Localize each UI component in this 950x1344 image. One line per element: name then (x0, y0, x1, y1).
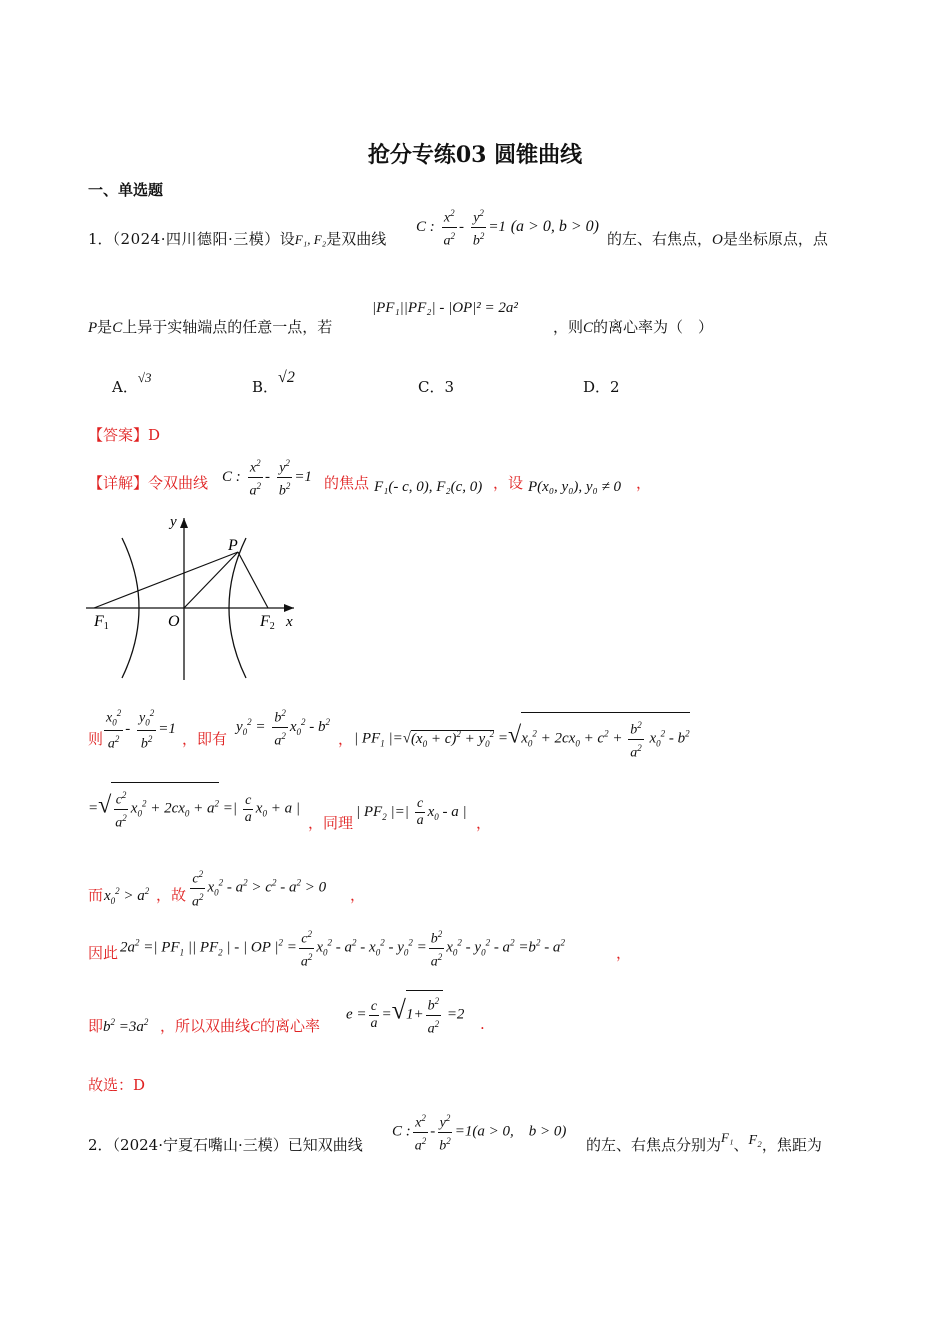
detail-text: . (480, 1015, 485, 1033)
origin-label: O (168, 613, 180, 630)
foci-coordinates: F₁(- c, 0), F₂(c, 0) (374, 479, 483, 495)
detail-line-2: 则 (88, 730, 104, 748)
curve-label: C (112, 320, 123, 336)
point-coordinates: P(x₀, y₀), y₀ ≠ 0 (528, 479, 622, 495)
detail-text: ， (476, 814, 492, 832)
derivation-9: $b^2 =3a^2$ (103, 1017, 149, 1035)
foci-label: F₁, F₂ (294, 232, 327, 247)
derivation-8: $2a^2$ =| $PF_1$ || $PF_2$ | - | OP $|^2$ = $\frac{c^2}{a^2}$ $x_0^2 - a^2 - x_0^2 - y_0^2$ = $\frac{b^2}{a^2}$ $x_0^2 - y_0^2 - a^2 =b^2 - a^2$ (120, 926, 565, 970)
question-1-line-1-end (607, 228, 828, 249)
q2-text: 已知双曲线 (287, 1136, 363, 1154)
detail-hyperbola-equation: C : $\frac{x^2}{a^2}$ - $\frac{y^2}{b^2}$ =1 (222, 455, 312, 499)
final-choice: 故选：D (88, 1076, 146, 1094)
question-source: （2024·宁夏石嘴山·三模） (112, 1136, 288, 1154)
derivation-3: | $PF_1$ $|=√(x_0 + c)^2 + y_0^2 =√x_0^2 + 2cx_0 + c^2$ + $\frac{b^2}{a^2}$ $x_0^2 - b^2$ (354, 712, 690, 761)
question-2-line-1 (88, 1134, 363, 1155)
derivation-5: | $PF_2$ |=| $\frac{c}{a}$ $x_0$ - a | (356, 796, 467, 828)
derivation-2: $y_0^2$ = $\frac{b^2}{a^2}$ $x_0^2 - b^2$ (236, 705, 330, 749)
detail-text: ， (338, 730, 354, 748)
q1-text: 的离心率为（ ） (593, 318, 714, 336)
derivation-6: $x_0^2 > a^2$ (104, 886, 150, 906)
origin-label: O (712, 232, 723, 248)
section-heading: 一、单选题 (88, 181, 164, 199)
question-1-line-2-end (553, 316, 713, 337)
derivation-1: $\frac{x_0^2}{a^2}$ - $\frac{y_0^2}{b^2}$ =1 (102, 705, 176, 753)
q1-text: 上异于实轴端点的任意一点，若 (122, 318, 333, 336)
detail-text: ，同理 (308, 814, 354, 832)
detail-line-1: 【详解】令双曲线 (88, 474, 209, 492)
detail-label: 【详解】 (88, 474, 149, 492)
detail-text: ， (350, 886, 366, 904)
point-p-label: P (228, 537, 238, 554)
q1-text: 的左、右焦点， (607, 230, 713, 248)
page-title: 抢分专练03 圆锥曲线 (367, 142, 583, 168)
question-1-line-1 (88, 228, 386, 249)
detail-text: 的焦点 (324, 474, 370, 492)
detail-text: ， (616, 944, 632, 962)
derivation-4: =√ $\frac{c^2}{a^2}$ $x_0^2 + 2cx_0 + a^2$ =| $\frac{c}{a}$ $x_0 + a$ | (88, 782, 300, 831)
q1-text: 设 (279, 230, 295, 248)
y-axis-label: y (170, 514, 177, 530)
detail-text: ，即有 (182, 730, 228, 748)
detail-text: ，设 (493, 474, 524, 492)
curve-label: C (583, 320, 594, 336)
option-b[interactable]: B．√2 (252, 369, 295, 396)
option-c[interactable]: C．3 (418, 378, 455, 396)
derivation-7: $\frac{c^2}{a^2}$ $x_0^2 - a^2 > c^2 - a^2 > 0$ (188, 866, 326, 910)
condition-equation: |PF₁||PF₂| - |OP|² = 2a² (372, 300, 518, 316)
question-source: （2024·四川德阳·三模） (112, 230, 280, 248)
question-2-line-1-end: 的左、右焦点分别为F₁、F₂，焦距为 (586, 1130, 822, 1154)
detail-text: ，故 (156, 886, 187, 904)
question-1-line-2 (88, 316, 332, 337)
detail-line-6-text: ，所以双曲线C的离心率 (160, 1017, 321, 1035)
q2-hyperbola-equation: C : $\frac{x^2}{a^2}$ - $\frac{y^2}{b^2}$ =1(a > 0, b > 0) (392, 1110, 566, 1154)
question-number: 2． (88, 1136, 113, 1154)
x-axis-label: x (286, 614, 293, 630)
option-d[interactable]: D．2 (583, 378, 620, 396)
q1-text: 是 (97, 318, 113, 336)
q1-text: 是双曲线 (326, 230, 387, 248)
detail-text: ， (636, 474, 652, 492)
hyperbola-figure (86, 512, 306, 682)
detail-line-4: 而 (88, 886, 104, 904)
focus-2-label: F2 (260, 613, 275, 632)
detail-line-6: 即 (88, 1017, 104, 1035)
hyperbola-equation: C : $\frac{x^2}{a^2}$ - $\frac{y^2}{b^2}$ =1 (a > 0, b > 0) (416, 205, 599, 249)
option-a[interactable]: A．√3 (112, 370, 152, 396)
q1-text: ，则 (553, 318, 584, 336)
detail-line-5: 因此 (88, 944, 119, 962)
point-label: P (88, 320, 98, 336)
eccentricity-equation: e = $\frac{c}{a}$ =√1+ $\frac{b^2}{a^2}$ =2 (346, 990, 464, 1037)
question-number: 1． (88, 230, 113, 248)
q1-text: 是坐标原点，点 (722, 230, 828, 248)
focus-1-label: F1 (94, 613, 109, 632)
answer-line: 【答案】D (88, 426, 161, 444)
